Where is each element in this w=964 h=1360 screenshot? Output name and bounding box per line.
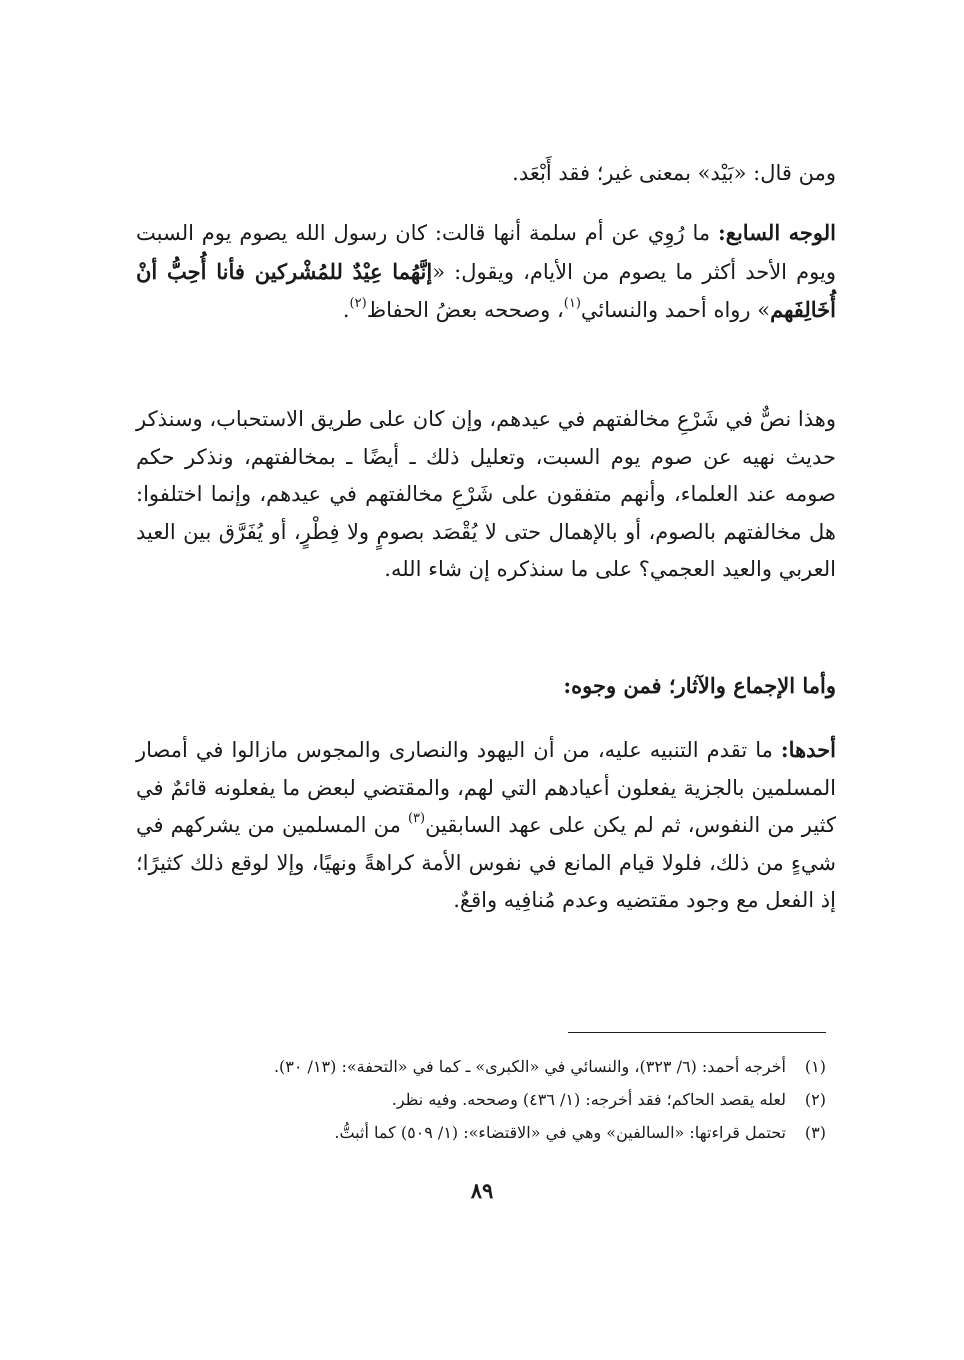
paragraph-heading: أحدها: <box>780 737 836 762</box>
paragraph-text: ومن قال: «بَيْد» بمعنى غير؛ فقد أَبْعَد. <box>512 161 836 185</box>
page-number: ٨٩ <box>470 1178 494 1203</box>
footnote-1 <box>136 1050 826 1083</box>
paragraph-text: ، وصححه بعضُ الحفاظ <box>366 298 564 322</box>
footnote-number: (٢) <box>804 1090 826 1109</box>
footnote-text: أخرجه أحمد: (٦/ ٣٢٣)، والنسائي في «الكبرى» ـ كما في «التحفة»: (١٣/ ٣٠). <box>273 1057 786 1076</box>
footnote-text: لعله يقصد الحاكم؛ فقد أخرجه: (١/ ٤٣٦) وصححه. وفيه نظر. <box>391 1090 786 1109</box>
paragraph-text: » رواه أحمد والنسائي <box>580 298 771 322</box>
footnote-2 <box>136 1083 826 1116</box>
footnote-ref-1[interactable]: (١) <box>563 296 581 311</box>
footnote-3 <box>136 1116 826 1149</box>
section-heading <box>136 667 836 706</box>
footnote-number: (٣) <box>804 1123 826 1142</box>
paragraph-text: ما رُوِي عن أم سلمة أنها قالت: كان رسول الله يصوم يوم السبت ويوم الأحد أكثر ما يصوم من الأيام، ويقول: « <box>136 221 836 284</box>
paragraph-text: من المسلمين من يشركهم في شيءٍ من ذلك، فلولا قيام المانع في نفوس الأمة كراهةً ونهيًا، وإلا لوقع ذلك كثيرًا؛ إذ الفعل مع وجود مقتضيه وعدم مُنافِيه واقعٌ. <box>136 813 836 912</box>
footnote-number: (١) <box>804 1057 826 1076</box>
paragraph-text: ما تقدم التنبيه عليه، من أن اليهود والنصارى والمجوس مازالوا في أمصار المسلمين بالجزية يفعلون أعيادهم التي لهم، والمقتضي لبعض ما يفعلونه قائمٌ في كثير من النفوس، ثم لم يكن على عهد السابقين <box>136 738 836 837</box>
footnote-ref-3[interactable]: (٣) <box>407 811 426 826</box>
paragraph-heading: الوجه السابع: <box>718 220 836 245</box>
paragraph-seventh-aspect <box>136 214 836 330</box>
paragraph-bayd <box>136 155 836 193</box>
footnote-text: تحتمل قراءتها: «السالفين» وهي في «الاقتضاء»: (١/ ٥٠٩) كما أثبتُّ. <box>334 1123 786 1142</box>
footnote-ref-2[interactable]: (٢) <box>349 296 367 311</box>
footnotes <box>136 1050 826 1149</box>
paragraph-legislation <box>136 401 836 589</box>
paragraph-text: . <box>342 298 350 322</box>
hadith-quote: إنَّهُما عِيْدٌ للمُشْركين فأنا أُحِبُّ أنْ أُخَالِفَهم <box>136 258 836 322</box>
paragraph-text: وهذا نصٌّ في شَرْعِ مخالفتهم في عيدهم، وإن كان على طريق الاستحباب، وسنذكر حديث نهيه عن صوم يوم السبت، وتعليل ذلك ـ أيضًا ـ بمخالفتهم، ونذكر حكم صومه عند العلماء، وأنهم متفقون على شَرْعِ مخالفتهم في عيدهم، وإنما اختلفوا: هل مخالفتهم بالصوم، أو بالإهمال حتى لا يُقْصَد بصومٍ ولا فِطْرٍ، أو يُفَرَّق بين العيد العربي والعيد العجمي؟ على ما سنذكره إن شاء الله. <box>136 407 836 581</box>
paragraph-first-aspect <box>136 731 836 920</box>
footnote-divider <box>568 1032 826 1033</box>
heading-text: وأما الإجماع والآثار؛ فمن وجوه: <box>563 673 836 698</box>
